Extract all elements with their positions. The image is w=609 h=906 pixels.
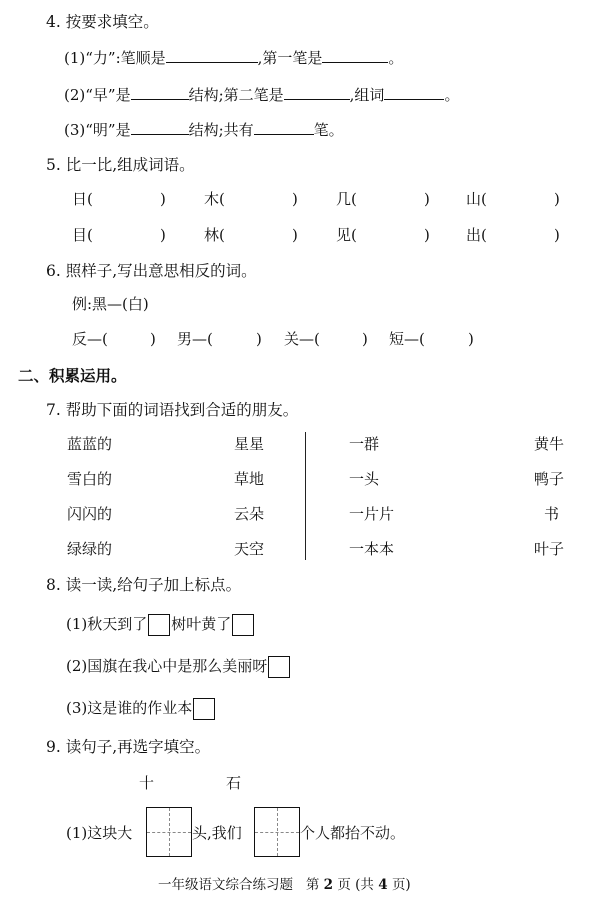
answer-blank[interactable] bbox=[254, 120, 314, 135]
q6-paren-close: ) bbox=[468, 330, 474, 348]
q7-left-match[interactable]: 草地 bbox=[234, 470, 265, 488]
answer-blank[interactable] bbox=[166, 48, 258, 63]
q5-paren-close: ) bbox=[292, 226, 298, 244]
footer-page-prefix: 第 bbox=[305, 877, 320, 893]
q5-r2-c4: 出( bbox=[466, 226, 487, 244]
q9-s1-text-b: 头,我们 bbox=[192, 824, 242, 842]
page-footer bbox=[158, 875, 411, 895]
q6-paren-close: ) bbox=[256, 330, 262, 348]
tianzige-box[interactable] bbox=[254, 807, 300, 857]
q7-right-word[interactable]: 一本本 bbox=[349, 540, 395, 558]
q4-l2-text-d: 。 bbox=[444, 86, 460, 104]
answer-blank[interactable] bbox=[384, 85, 444, 100]
q6-item-4: 短—( bbox=[389, 330, 425, 348]
q7-left-word[interactable]: 绿绿的 bbox=[67, 540, 113, 558]
answer-blank[interactable] bbox=[131, 120, 189, 135]
q7-left-word[interactable]: 雪白的 bbox=[67, 470, 113, 488]
q5-r1-c3: 几( bbox=[336, 190, 357, 208]
q7-left-match[interactable]: 云朵 bbox=[234, 505, 265, 523]
q7-right-match[interactable]: 书 bbox=[544, 505, 560, 523]
q8-title: 8. 读一读,给句子加上标点。 bbox=[46, 576, 242, 594]
q8-s1-text-a: (1)秋天到了 bbox=[66, 615, 148, 633]
answer-blank[interactable] bbox=[284, 85, 350, 100]
q5-paren-close: ) bbox=[424, 190, 430, 208]
answer-blank[interactable] bbox=[322, 48, 388, 63]
section-2-heading: 二、积累运用。 bbox=[18, 366, 127, 385]
q4-l2-text-c: ,组词 bbox=[349, 86, 385, 104]
q5-paren-close: ) bbox=[160, 226, 166, 244]
q5-r1-c2: 木( bbox=[204, 190, 225, 208]
punctuation-box[interactable] bbox=[232, 614, 254, 636]
answer-blank[interactable] bbox=[131, 85, 189, 100]
q9-choice-2: 石 bbox=[226, 774, 242, 792]
punctuation-box[interactable] bbox=[148, 614, 170, 636]
footer-page-number: 2 bbox=[323, 877, 334, 893]
q4-line1 bbox=[64, 48, 403, 68]
q4-l1-text-a: (1)“力”:笔顺是 bbox=[64, 49, 166, 67]
q7-right-match[interactable]: 黄牛 bbox=[534, 435, 565, 453]
q5-r1-c4: 山( bbox=[466, 190, 487, 208]
q4-l2-text-a: (2)“早”是 bbox=[64, 86, 131, 104]
q7-right-word[interactable]: 一片片 bbox=[349, 505, 395, 523]
q8-s1-text-b: 树叶黄了 bbox=[171, 615, 232, 633]
q9-s1-text-c: 个人都抬不动。 bbox=[300, 824, 406, 842]
q7-left-word[interactable]: 蓝蓝的 bbox=[67, 435, 113, 453]
footer-page-mid: 页 (共 bbox=[337, 877, 374, 893]
q5-r2-c2: 林( bbox=[204, 226, 225, 244]
q6-item-3: 关—( bbox=[284, 330, 320, 348]
footer-page-suffix: 页) bbox=[391, 877, 411, 893]
q5-r2-c1: 目( bbox=[72, 226, 93, 244]
q6-paren-close: ) bbox=[362, 330, 368, 348]
q6-title: 6. 照样子,写出意思相反的词。 bbox=[46, 262, 257, 280]
q9-s1-text-a: (1)这块大 bbox=[66, 824, 133, 842]
tianzige-box[interactable] bbox=[146, 807, 192, 857]
q5-title: 5. 比一比,组成词语。 bbox=[46, 156, 195, 174]
q5-paren-close: ) bbox=[424, 226, 430, 244]
punctuation-box[interactable] bbox=[268, 656, 290, 678]
q6-example: 例:黑—(白) bbox=[72, 295, 149, 313]
q8-sentence-1 bbox=[66, 612, 255, 636]
q7-right-word[interactable]: 一群 bbox=[349, 435, 380, 453]
q4-l3-text-c: 笔。 bbox=[313, 121, 344, 139]
q4-line2 bbox=[64, 85, 459, 105]
q4-l3-text-b: 结构;共有 bbox=[188, 121, 254, 139]
q7-right-word[interactable]: 一头 bbox=[349, 470, 380, 488]
q7-right-match[interactable]: 叶子 bbox=[534, 540, 565, 558]
q5-paren-close: ) bbox=[160, 190, 166, 208]
q7-left-word[interactable]: 闪闪的 bbox=[67, 505, 113, 523]
q5-paren-close: ) bbox=[554, 226, 560, 244]
q4-l3-text-a: (3)“明”是 bbox=[64, 121, 131, 139]
punctuation-box[interactable] bbox=[193, 698, 215, 720]
q7-left-match[interactable]: 天空 bbox=[234, 540, 265, 558]
q6-item-2: 男—( bbox=[177, 330, 213, 348]
q4-line3 bbox=[64, 120, 344, 140]
q4-l2-text-b: 结构;第二笔是 bbox=[188, 86, 284, 104]
q4-l1-text-c: 。 bbox=[388, 49, 404, 67]
q9-title: 9. 读句子,再选字填空。 bbox=[46, 738, 211, 756]
q6-item-1: 反—( bbox=[72, 330, 108, 348]
q7-title: 7. 帮助下面的词语找到合适的朋友。 bbox=[46, 401, 299, 419]
q8-sentence-2 bbox=[66, 654, 291, 678]
q4-l1-text-b: ,第一笔是 bbox=[257, 49, 323, 67]
q8-sentence-3 bbox=[66, 696, 216, 720]
q8-s2-text: (2)国旗在我心中是那么美丽呀 bbox=[66, 657, 268, 675]
footer-page-total: 4 bbox=[378, 877, 388, 893]
q8-s3-text: (3)这是谁的作业本 bbox=[66, 699, 193, 717]
q5-r2-c3: 见( bbox=[336, 226, 357, 244]
footer-title: 一年级语文综合练习题 bbox=[158, 877, 293, 893]
q9-choice-1: 十 bbox=[139, 774, 155, 792]
q4-title: 4. 按要求填空。 bbox=[46, 13, 159, 31]
q6-paren-close: ) bbox=[150, 330, 156, 348]
column-divider bbox=[305, 432, 306, 560]
q7-left-match[interactable]: 星星 bbox=[234, 435, 265, 453]
q5-r1-c1: 日( bbox=[72, 190, 93, 208]
q7-right-match[interactable]: 鸭子 bbox=[534, 470, 565, 488]
q5-paren-close: ) bbox=[292, 190, 298, 208]
q5-paren-close: ) bbox=[554, 190, 560, 208]
